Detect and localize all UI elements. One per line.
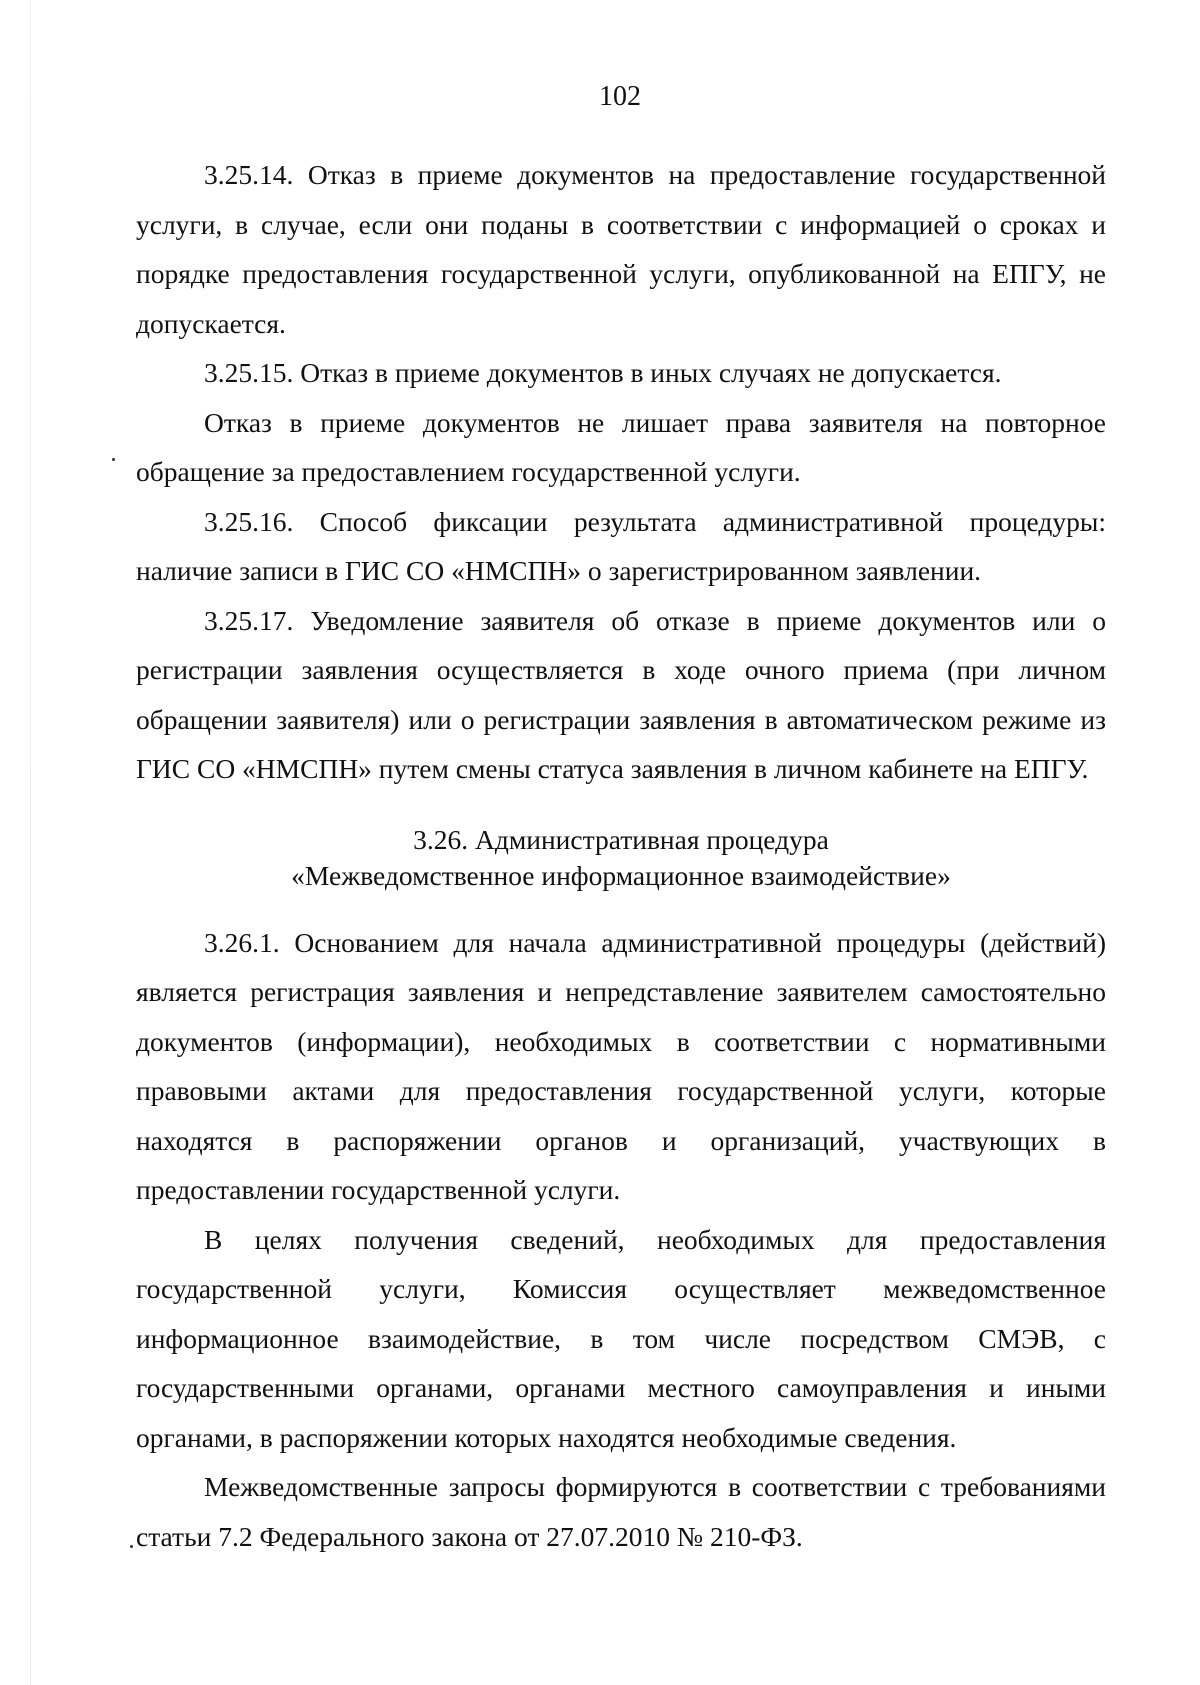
paragraph-3-25-15: 3.25.15. Отказ в приеме документов в иных случаях не допускается.	[204, 357, 1002, 388]
document-body	[136, 150, 1106, 1561]
section-heading-line-2: «Межведомственное информационное взаимодействие»	[291, 859, 951, 891]
section-heading-line-1: 3.26. Административная процедура	[413, 823, 829, 855]
scan-edge-line	[30, 0, 31, 1685]
scan-speck	[112, 458, 115, 461]
page-number: 102	[599, 81, 641, 112]
section-heading-3-26	[136, 794, 1106, 918]
paragraph-3-25-16: 3.25.16. Способ фиксации результата административной процедуры: наличие записи в ГИС СО «НМСПН» о зарегистрированном заявлении.	[136, 505, 1106, 586]
scan-speck	[130, 1545, 133, 1548]
paragraph-interagency-cooperation: В целях получения сведений, необходимых для предоставления государственной услуги, Комиссия осуществляет межведомственное информационное взаимодействие, в том числе посредством СМЭВ, с государственными органами, органами местного самоуправления и иными органами, в распоряжении которых находятся необходимые сведения.	[136, 1223, 1106, 1453]
paragraph-3-26-1: 3.26.1. Основанием для начала административной процедуры (действий) является регистрация заявления и непредставление заявителем самостоятельно документов (информации), необходимых в соответствии с нормативными правовыми актами для предоставления государственной услуги, которые находятся в распоряжении органов и организаций, участвующих в предоставлении государственной услуги.	[136, 926, 1106, 1205]
paragraph-3-25-17: 3.25.17. Уведомление заявителя об отказе в приеме документов или о регистрации заявления осуществляется в ходе очного приема (при личном обращении заявителя) или о регистрации заявления в автоматическом режиме из ГИС СО «НМСПН» путем смены статуса заявления в личном кабинете на ЕПГУ.	[136, 604, 1106, 784]
paragraph-interagency-requests: Межведомственные запросы формируются в соответствии с требованиями статьи 7.2 Федерального закона от 27.07.2010 № 210-ФЗ.	[136, 1471, 1106, 1552]
paragraph-3-25-14: 3.25.14. Отказ в приеме документов на предоставление государственной услуги, в случае, если они поданы в соответствии с информацией о сроках и порядке предоставления государственной услуги, опубликованной на ЕПГУ, не допускается.	[136, 159, 1106, 339]
paragraph-refusal-note: Отказ в приеме документов не лишает права заявителя на повторное обращение за предоставлением государственной услуги.	[136, 406, 1106, 487]
